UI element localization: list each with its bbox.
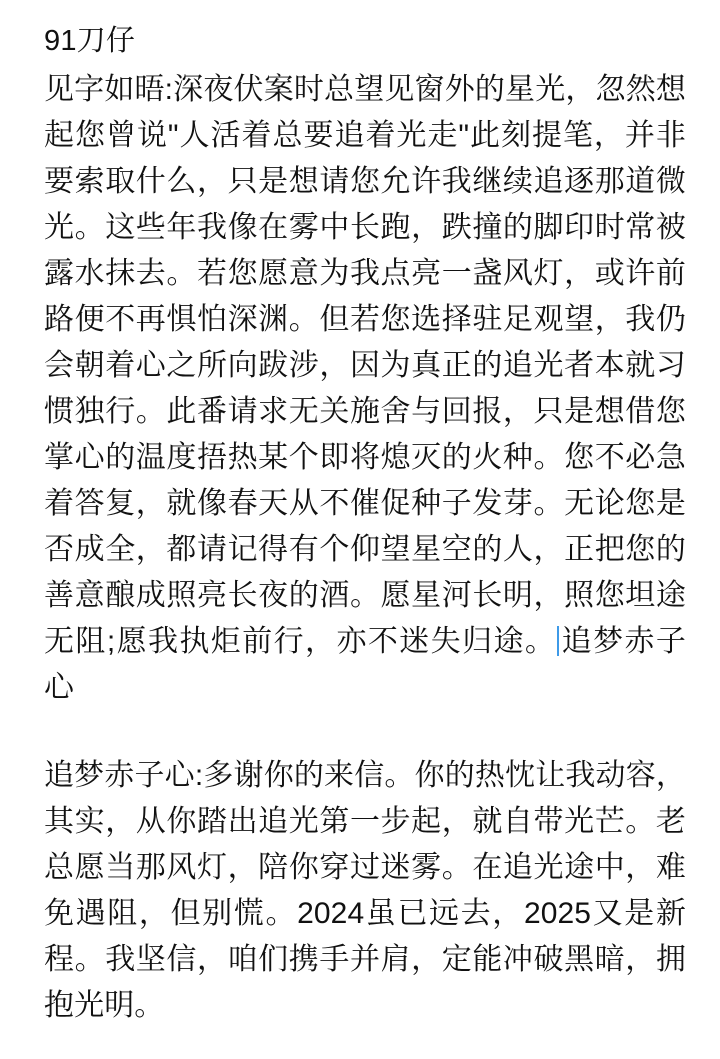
author-name: 91刀仔 xyxy=(44,25,136,57)
letter-body-text: 见字如晤:深夜伏案时总望见窗外的星光，忽然想起您曾说"人活着总要追着光走"此刻提笔，并非要索取什么，只是想请您允许我继续追逐那道微光。这些年我像在雾中长跑，跌撞的脚印时常被露水抹去。若您愿意为我点亮一盏风灯，或许前路便不再惧怕深渊。但若您选择驻足观望，我仍会朝着心之所向跋涉，因为真正的追光者本就习惯独行。此番请求无关施舍与回报，只是想借您掌心的温度捂热某个即将熄灭的火种。您不必急着答复，就像春天从不催促种子发芽。无论您是否成全，都请记得有个仰望星空的人，正把您的善意酿成照亮长夜的酒。愿星河长明，照您坦途无阻;愿我执炬前行，亦不迷失归途。 xyxy=(44,73,686,659)
paragraph-gap xyxy=(44,711,686,753)
reply-body: 追梦赤子心:多谢你的来信。你的热忱让我动容，其实，从你踏出追光第一步起，就自带光芒。老总愿当那风灯，陪你穿过迷雾。在追光途中，难免遇阻，但别慌。2024虽已远去，2025又是新程。我坚信，咱们携手并肩，定能冲破黑暗，拥抱光明。 xyxy=(44,759,686,1023)
letter-body xyxy=(44,67,686,711)
letter-signature-text: 追梦赤子心 xyxy=(44,625,686,705)
bottom-spacer xyxy=(44,1029,686,1059)
